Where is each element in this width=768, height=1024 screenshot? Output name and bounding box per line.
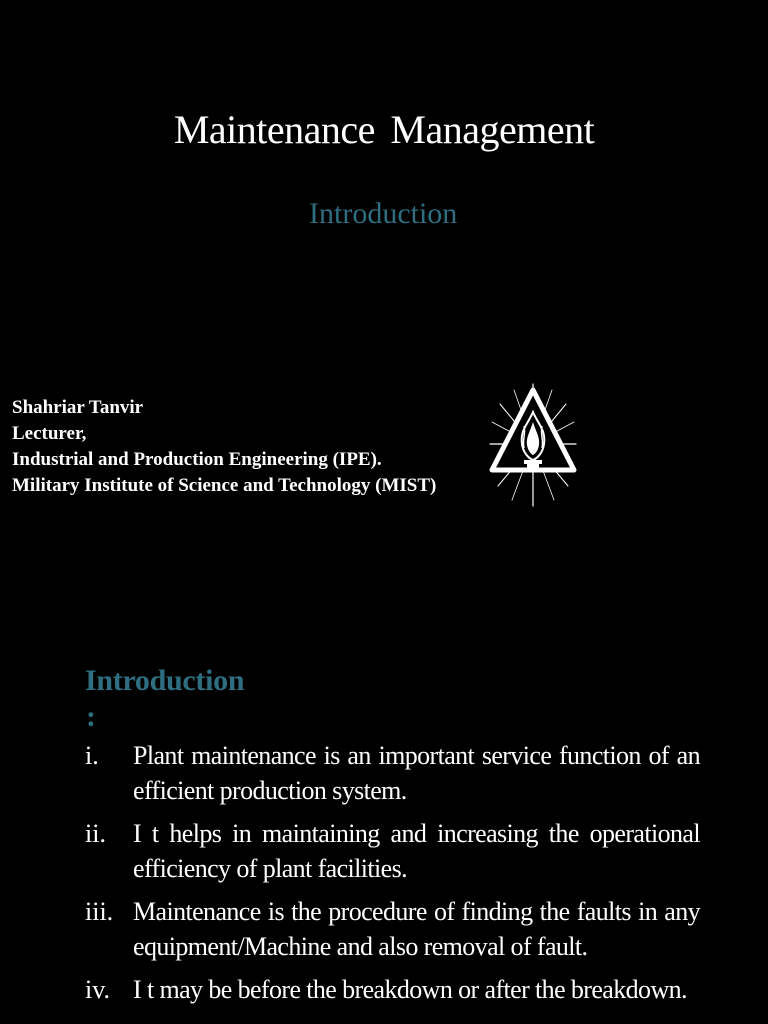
content-slide <box>0 592 768 1024</box>
list-item <box>0 894 768 964</box>
author-position: Lecturer, <box>12 423 87 444</box>
triangle-flame-emblem-icon <box>486 382 580 508</box>
section-heading: Introduction <box>85 664 245 697</box>
list-item-number: iv. <box>85 975 111 1004</box>
list-item <box>0 972 768 1007</box>
list-item-text: Plant maintenance is an important service function of an efficient production system. <box>133 741 700 805</box>
list-item-text: Maintenance is the procedure of finding the faults in any equipment/Machine and also removal of fault. <box>133 897 700 961</box>
section-heading-colon: : <box>86 700 96 733</box>
intro-list <box>0 738 768 1015</box>
author-department: Industrial and Production Engineering (IPE). <box>12 449 382 470</box>
list-item-number: i. <box>85 741 99 770</box>
author-name: Shahriar Tanvir <box>12 397 144 418</box>
list-item-number: ii. <box>85 819 106 848</box>
list-item-text: I t may be before the breakdown or after the breakdown. <box>133 975 687 1004</box>
slide-title: Maintenance Management <box>173 107 595 152</box>
list-item <box>0 816 768 886</box>
author-block <box>12 395 466 499</box>
list-item-text: I t helps in maintaining and increasing the operational efficiency of plant facilities. <box>133 819 700 883</box>
author-institute: Military Institute of Science and Technology (MIST) <box>12 475 437 496</box>
slide-subtitle: Introduction <box>309 197 458 230</box>
list-item-number: iii. <box>85 897 114 926</box>
list-item <box>0 738 768 808</box>
